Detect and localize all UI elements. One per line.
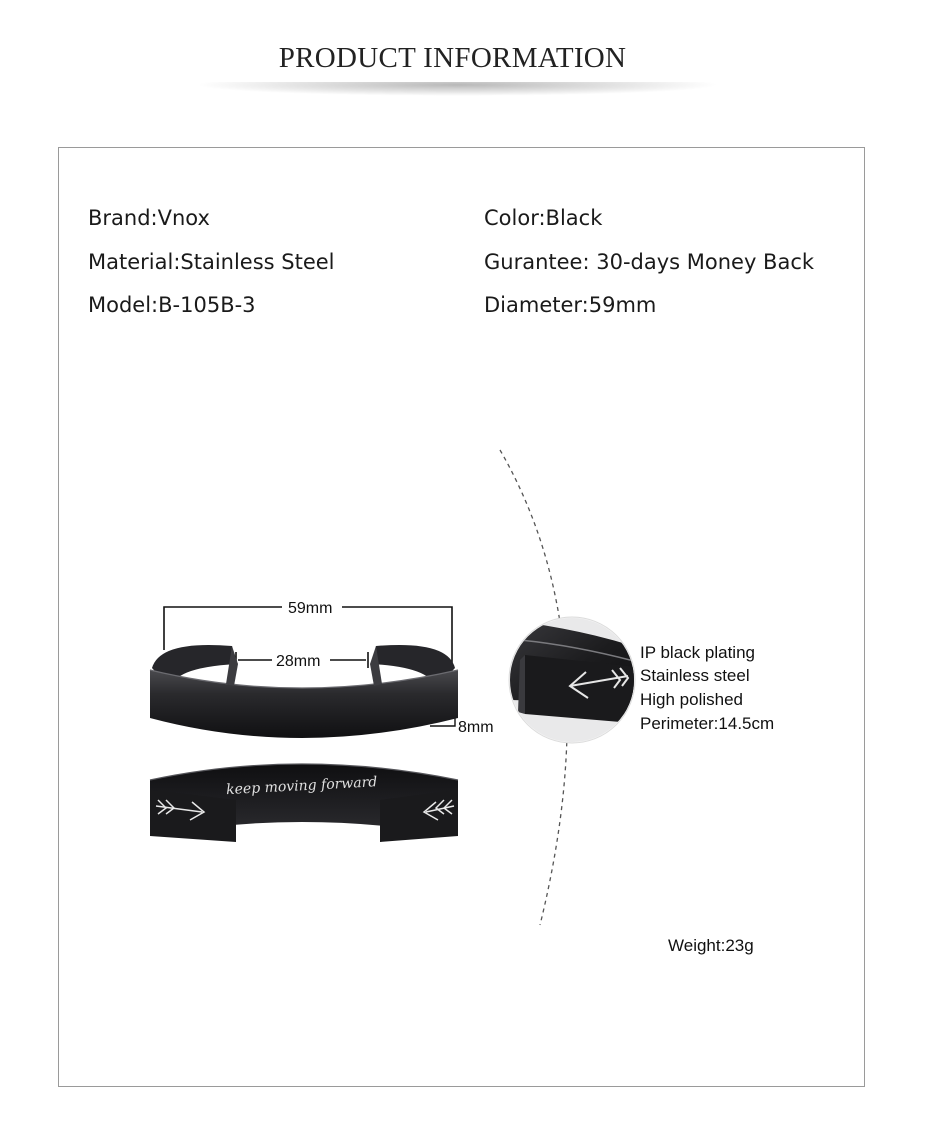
spec-diameter: Diameter:59mm (484, 293, 657, 317)
label-28mm: 28mm (276, 653, 321, 670)
engraving-text: keep moving forward (225, 774, 378, 799)
feature-plating: IP black plating (640, 643, 755, 662)
spec-brand: Brand:Vnox (88, 206, 210, 230)
spec-color: Color:Black (484, 206, 603, 230)
label-8mm: 8mm (458, 719, 494, 736)
spec-material: Material:Stainless Steel (88, 250, 335, 274)
page-title: PRODUCT INFORMATION (278, 42, 627, 74)
feature-finish: High polished (640, 690, 744, 709)
feature-material: Stainless steel (640, 666, 750, 685)
bracelet-inner-view (150, 764, 458, 842)
feature-perimeter: Perimeter:14.5cm (640, 714, 775, 733)
detail-closeup (505, 610, 645, 750)
label-59mm: 59mm (288, 600, 333, 617)
spec-guarantee: Gurantee: 30-days Money Back (484, 250, 815, 274)
weight-label: Weight:23g (668, 936, 754, 955)
spec-model: Model:B-105B-3 (88, 293, 256, 317)
